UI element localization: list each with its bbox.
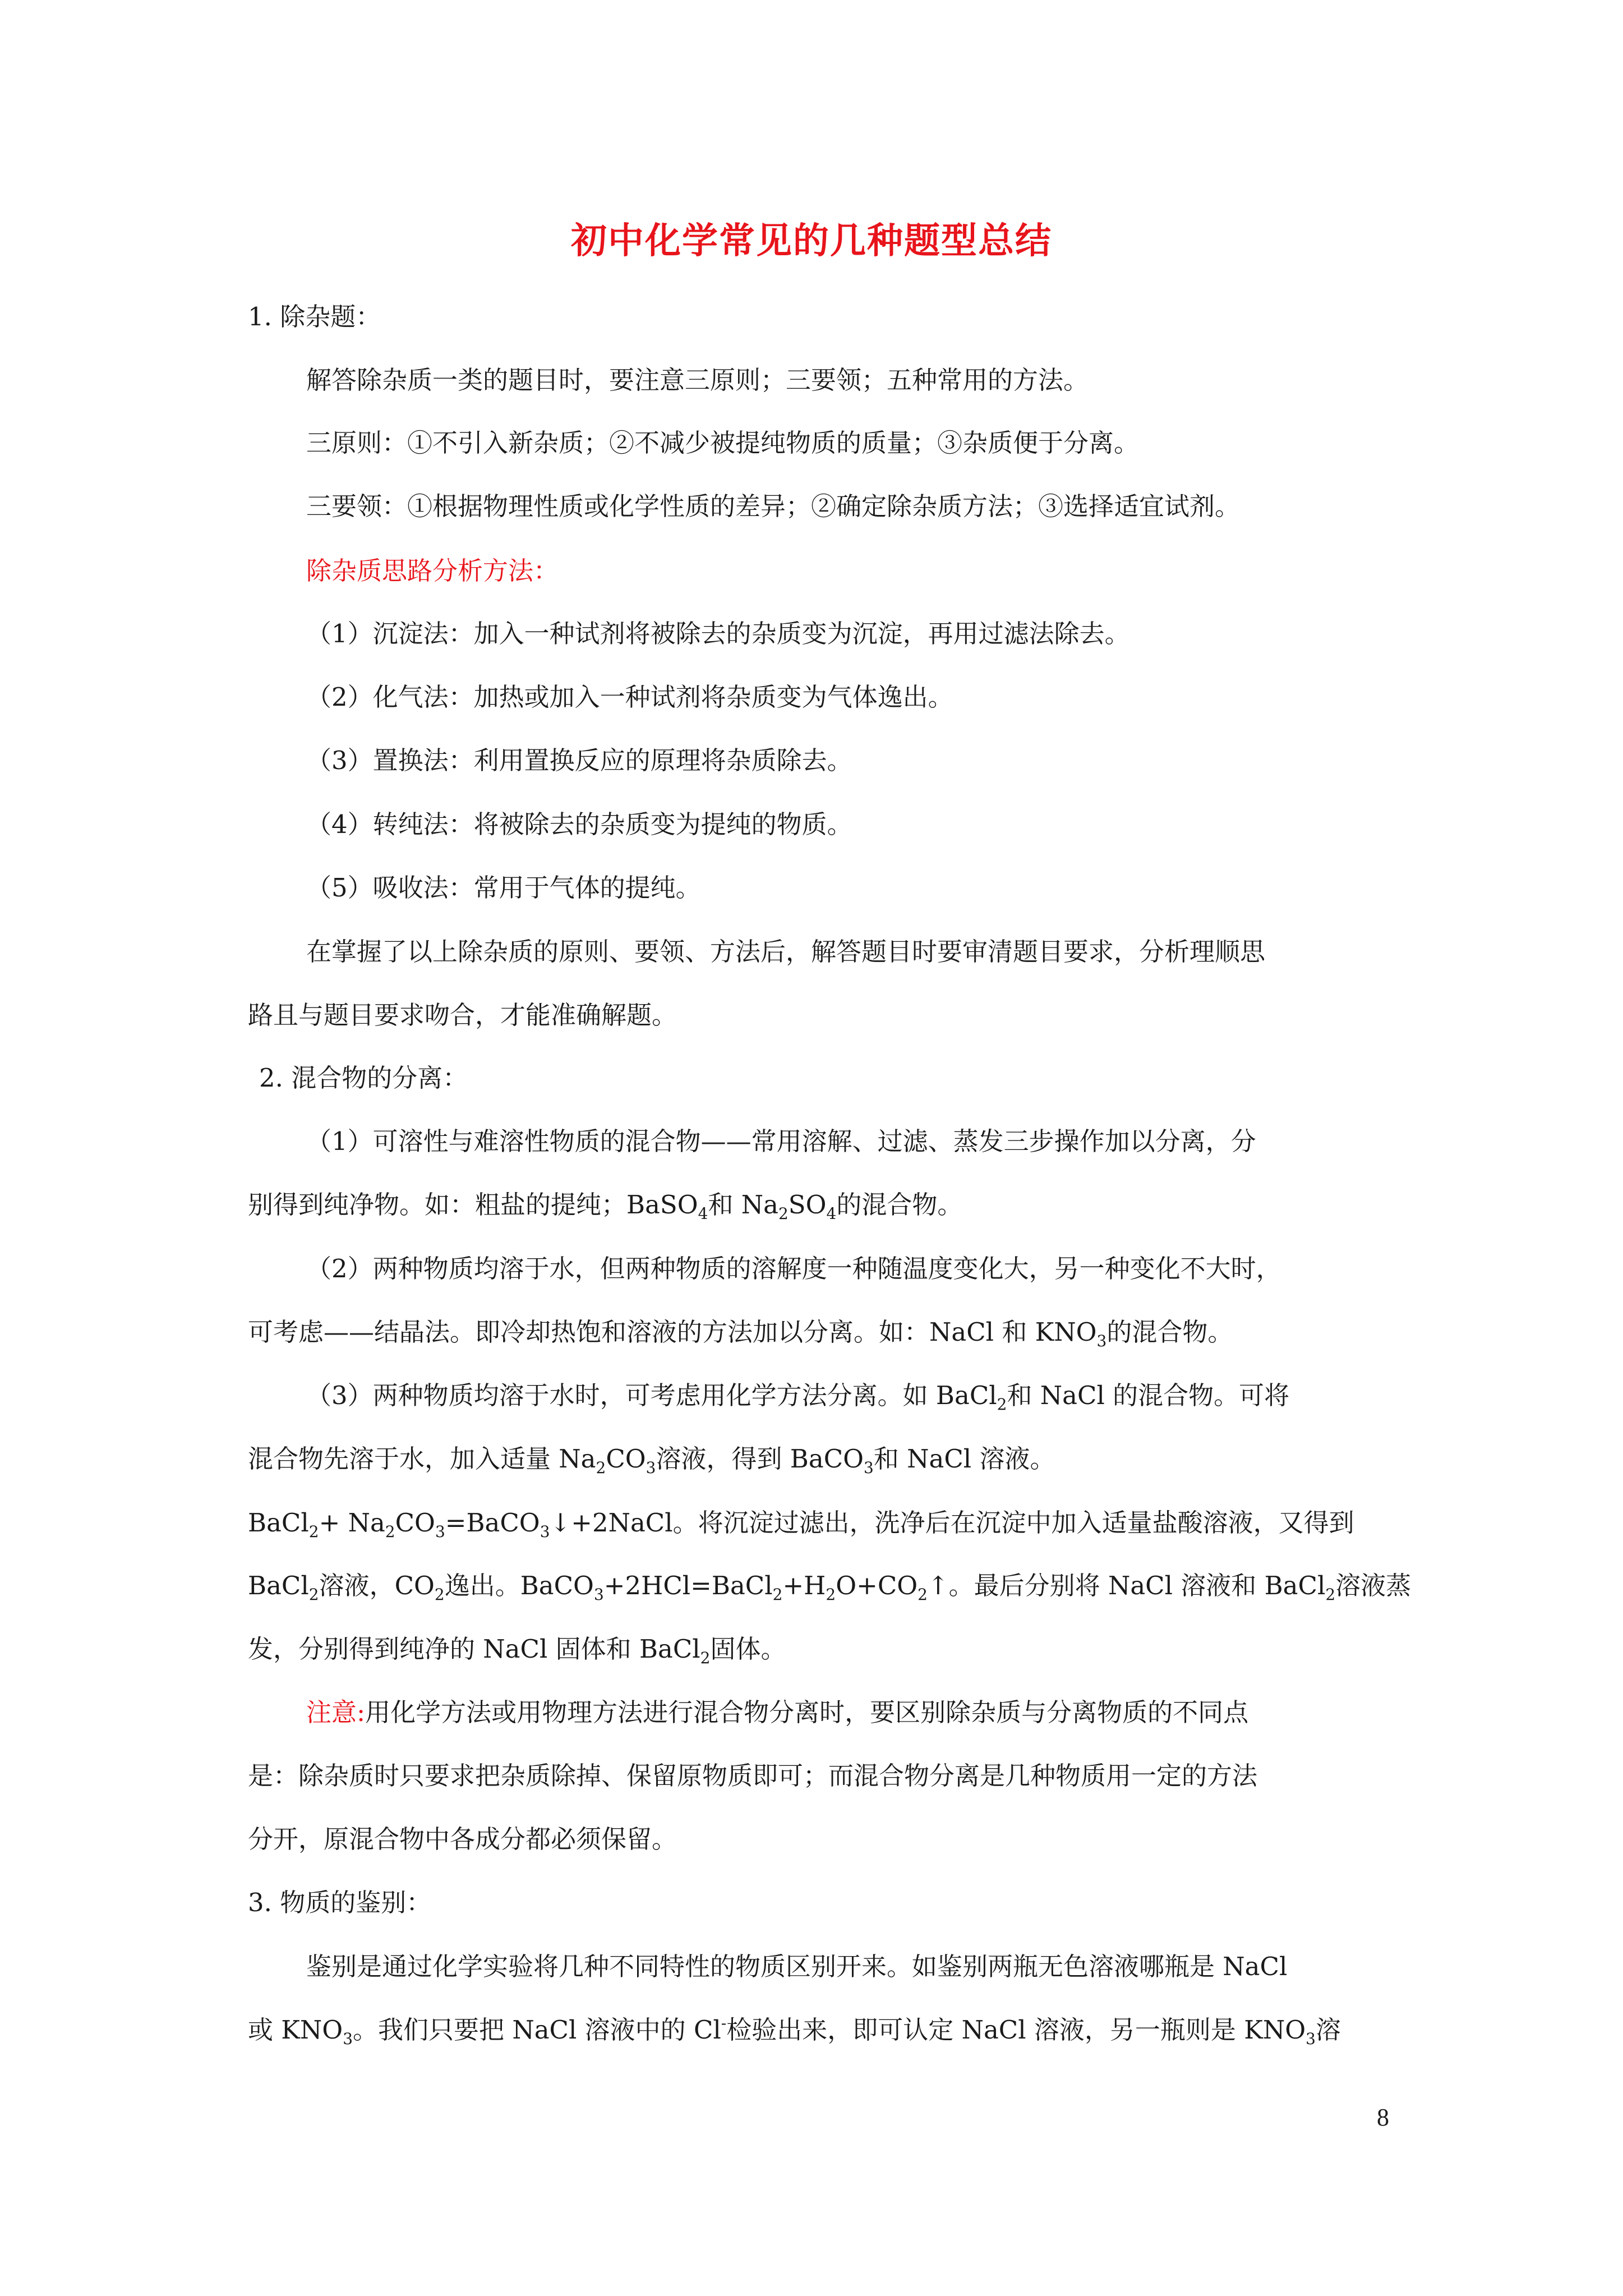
s1-principles: 三原则：①不引入新杂质；②不减少被提纯物质的质量；③杂质便于分离。 [306, 428, 1140, 458]
s2-note-line-3: 分开，原混合物中各成分都必须保留。 [248, 1824, 677, 1854]
s2-p3-line-2: 混合物先溶于水，加入适量 $Na_2CO_3$溶液，得到 BaCO$_3$和 NaCl 溶液。 [248, 1444, 1055, 1477]
s1-method-3: （3）置换法：利用置换反应的原理将杂质除去。 [306, 746, 852, 775]
s2-p3-line-1: （3）两种物质均溶于水时，可考虑用化学方法分离。如 BaCl$_2$和 NaCl 的混合物。可将 [306, 1381, 1290, 1414]
s2-p2-line-1: （2）两种物质均溶于水，但两种物质的溶解度一种随温度变化大，另一种变化不大时， [306, 1254, 1281, 1283]
s2-note-line-1: 注意:用化学方法或用物理方法进行混合物分离时，要区别除杂质与分离物质的不同点 [306, 1697, 1249, 1727]
s2-p2-line-2: 可考虑——结晶法。即冷却热饱和溶液的方法加以分离。如：NaCl 和 $KNO_3$的混合物。 [248, 1317, 1233, 1350]
s3-p1-line-2: 或 $KNO_3$。我们只要把 NaCl 溶液中的 Cl-检验出来，即可认定 NaCl 溶液，另一瓶则是 $KNO_3$溶 [248, 2014, 1341, 2048]
s1-summary-line-1: 在掌握了以上除杂质的原则、要领、方法后，解答题目时要审清题目要求，分析理顺思 [306, 937, 1266, 967]
s2-p1-line-1: （1）可溶性与难溶性物质的混合物——常用溶解、过滤、蒸发三步操作加以分离，分 [306, 1126, 1256, 1156]
section-3-heading: 3. 物质的鉴别： [248, 1888, 432, 1917]
note-label: 注意: [306, 1697, 366, 1727]
s2-p1-line-2: 别得到纯净物。如：粗盐的提纯；BaSO$_4$和 $Na_2SO_4$的混合物。 [248, 1190, 963, 1223]
s1-method-4: （4）转纯法：将被除去的杂质变为提纯的物质。 [306, 809, 852, 839]
s1-method-1: （1）沉淀法：加入一种试剂将被除去的杂质变为沉淀，再用过滤法除去。 [306, 619, 1130, 648]
s2-p3-line-4: BaCl$_2$溶液，$CO_2$逸出。$BaCO_3+2HCl=BaCl_2+H_2O+CO_2↑$。最后分别将 NaCl 溶液和 BaCl$_2$溶液蒸 [248, 1571, 1412, 1604]
page-title: 初中化学常见的几种题型总结 [571, 220, 1052, 262]
s3-p1-line-1: 鉴别是通过化学实验将几种不同特性的物质区别开来。如鉴别两瓶无色溶液哪瓶是 NaCl [306, 1952, 1288, 1981]
s1-summary-line-2: 路且与题目要求吻合，才能准确解题。 [248, 1000, 677, 1030]
s1-methods-heading: 除杂质思路分析方法： [306, 556, 559, 586]
s1-method-5: （5）吸收法：常用于气体的提纯。 [306, 873, 701, 903]
page-number: 8 [1377, 2104, 1389, 2131]
s1-essentials: 三要领：①根据物理性质或化学性质的差异；②确定除杂质方法；③选择适宜试剂。 [306, 491, 1241, 521]
section-1-heading: 1. 除杂题： [248, 302, 381, 332]
s2-p3-line-5: 发，分别得到纯净的 NaCl 固体和 BaCl$_2$固体。 [248, 1634, 786, 1667]
s1-method-2: （2）化气法：加热或加入一种试剂将杂质变为气体逸出。 [306, 682, 953, 712]
s2-p3-equation-line: BaCl$_2$+ $Na_2CO_3=BaCO_3↓+2NaCl$。将沉淀过滤出，洗净后在沉淀中加入适量盐酸溶液，又得到 [248, 1508, 1354, 1541]
section-2-heading: 2. 混合物的分离： [259, 1063, 468, 1093]
s1-intro: 解答除杂质一类的题目时，要注意三原则；三要领；五种常用的方法。 [306, 365, 1089, 395]
s2-note-line-2: 是：除杂质时只要求把杂质除掉、保留原物质即可；而混合物分离是几种物质用一定的方法 [248, 1761, 1258, 1791]
